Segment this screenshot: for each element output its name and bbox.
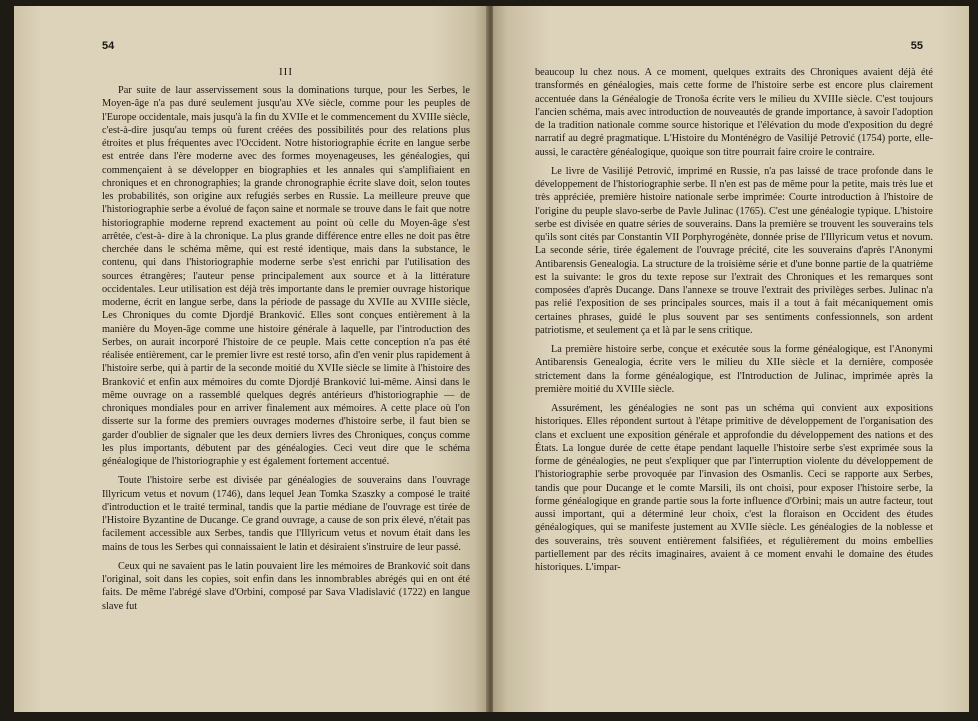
section-heading: III [279,66,293,78]
paragraph: Le livre de Vasilijé Petrović, imprimé en Russie, n'a pas laissé de trace profonde dans le développement de l'historiographie serbe. Il n'en est pas de même pour la petite, mais très lue et très appréciée, première histoire nationale serbe imprimée: Courte introduction à l'histoire de l'origine du peuple slavo-serbe de Pavle Julinac (1765). C'est une généalogie typique. L'histoire serbe est divisée en quatre séries de souverains. Dans la première se trouvent les souverains tels qu'ils sont cités par Constantin VII Porphyrogénète, donnée prise de l'Illyricum vetus et novum. La seconde série, tirée également de l'ouvrage précité, cite les souverains d'après l'Anonymi Antibarensis Genealogia. La structure de la troisième série et d'une bonne partie de la quatrième est la suivante: le gros du texte repose sur l'extrait des Chroniques et les remarques sont composées d'après Ducange. Dans l'annexe se trouve l'extrait des privilèges serbes. Julinac n'a pas relié l'exposition de ses principales sources, mais il a tout à fait mécaniquement omis certaines phrases, guidé le plus souvent par ses sentiments confessionnels, son ardent patriotisme, et seulement ça et là par le sens critique. [535,165,933,336]
page-number-right: 55 [910,40,923,52]
paragraph: La première histoire serbe, conçue et exécutée sous la forme généalogique, est l'Anonymi Antibarensis Genealogia, écrite vers le milieu du XIIe siècle et la dernière, composée strictement dans la forme généalogique, est l'Introduction de Julinac, imprimée après la première moitié du XVIIIe siècle. [535,344,933,395]
paragraph: Assurément, les généalogies ne sont pas un schéma qui convient aux expositions historiques. Elles répondent surtout à l'étape primitive de développement de l'organisation des clans et excluent une exposition générale et approfondie du développement des nations et des États. La longue durée de cette étape pendant laquelle l'histoire serbe s'est exprimée sous la forme de généalogies, ne peut s'expliquer que par l'interruption violente du développement de l'historiographie serbe provoquée par l'invasion des Osmanlis. Ceci se rapporte aux Serbes, tandis que pour Ducange et le comte Marsili, ils ont choisi, pour exposer l'histoire serbe, la forme généalogique en grande partie sous la forte influence d'Orbini; mais un autre facteur, tout aussi important, qui a déterminé leur choix, c'est la floraison en Occident des études généalogiques, qui se manifeste justement au XVIIe siècle. Les généalogies de la noblesse et des souverains, très souvent entièrement falsifiées, et régulièrement du moins embellies partiellement par des récits imaginaires, avaient à ce moment envahi le domaine des études historiques. L'impar- [535,403,933,573]
left-page [14,6,488,712]
paragraph: Toute l'histoire serbe est divisée par généalogies de souverains dans l'ouvrage Illyricum vetus et novum (1746), dans lequel Jean Tomka Szaszky a composé le traité d'introduction et le traité terminal, tandis que la partie médiane de l'ouvrage est tirée de l'Histoire Byzantine de Ducange. Ce grand ouvrage, a cause de son prix élevé, n'était pas facilement accessible aux Serbes, tandis que l'Illyricum vetus et novum était dans les mains de tous les Serbes qui connaissaient le latin et désiraient s'instruire de leur passé. [102,475,470,553]
paragraph: beaucoup lu chez nous. A ce moment, quelques extraits des Chroniques avaient déjà été transformés en généalogies, mais cette forme de l'histoire serbe est encore plus clairement accentuée dans la Généalogie de Tronoša écrite vers le milieu du XVIIIe siècle. C'est toujours l'ancien schéma, mais avec introduction de nouveautés de grande importance, à savoir l'adoption de la tradition nationale comme source historique et l'élévation du mode d'exposition du degré narratif au degré pragmatique. L'Histoire du Monténégro de Vasilijé Petrović (1754) porte, elle-aussi, le caractère généalogique, quoique son titre pourrait faire croire le contraire. [535,67,933,158]
page-number-left: 54 [102,40,115,52]
right-page-body [535,66,933,574]
right-page [493,6,969,712]
paragraph: Par suite de laur asservissement sous la dominations turque, pour les Serbes, le Moyen-âge n'a pas duré seulement jusqu'au XVe siècle, comme pour les peuples de l'Europe occidentale, mais jusqu'à la fin du XVIIe et le commencement du XVIIIe siècle, c'est-à-dire jusqu'au temps où furent créées des possibilités pour des relations plus étroites et plus fréquentes avec l'Occident. Notre historiographie écrite en langue serbe est entrée dans l'ère moderne avec des formes moyenageuses, les généalogies, qui commençaient à se développer en biographies et les annales qui s'amplifiaient en chroniques et en chronographies; la grande chronographie écrite slave doit, selon toutes les probabilités, son origine aux refugiés serbes en Russie. La meilleure preuve que l'historiographie serbe a évolué de façon saine et normale se trouve dans le fait que notre historiographie moderne reprend exactement au point où celle du Moyen-âge s'est arrêtée, c'est-à- dire à la chronique. La plus grande différence entre elles ne doit pas être cherchée dans le schéma même, qui est resté identique, mais dans la substance, le contenu, qui dans l'historiographie moderne serbe s'est enrichi par l'utilisation des sources étrangères; l'auteur pense principalement aux source et à la littérature occidentales. Leur utilisation est déjà très importante dans le premier ouvrage historique moderne, écrit en langue serbe, dans la période de passage du XVIIe au XVIIIe siècle, Les Chroniques du comte Djordjé Branković. Elles sont conçues entièrement à la manière du Moyen-âge comme une histoire générale à laquelle, par l'introduction des Serbes, on aurait incorporé l'histoire de ce peuple. Mais cette conception n'a pas été réalisée entièrement, car le premier livre est resté torso, afin d'en venir plus rapidement à l'histoire serbe, qui à partir de la seconde moitié du XVIIe siècle se limite à l'histoire des Branković et enfin aux mémoires du comte Djordjé Branković lui-même. Ainsi dans le même ouvrage on a rassemblé quelques degrés antérieurs d'historiographie — de chroniques mondiales pour en arriver finalement aux mémoires. A cette place où l'on disserte sur la forme des premiers ouvrages modernes d'histoire serbe, il faut bien se garder d'oublier de signaler que les deux derniers livres des Chroniques, conçus comme les plus importants, débutent par des généalogies. Ceci veut dire que le schéma généalogique de l'historiographie y est également fortement accentué. [102,85,470,467]
paragraph: Ceux qui ne savaient pas le latin pouvaient lire les mémoires de Branković soit dans l'original, soit dans les copies, soit enfin dans les innombrables abrégés qui en ont été faits. De même l'abrégé slave d'Orbini, composé par Sava Vladislavić (1722) en langue slave fut [102,560,470,612]
